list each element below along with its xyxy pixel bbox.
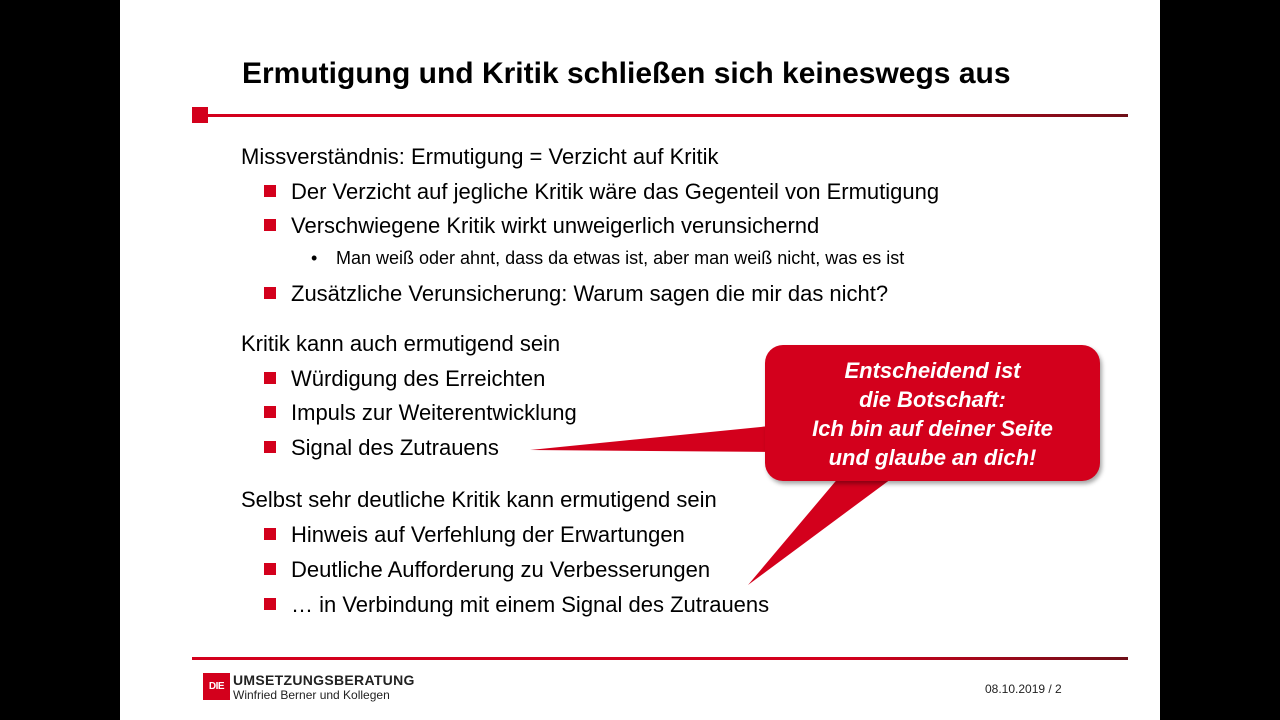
section-heading: Missverständnis: Ermutigung = Verzicht auf Kritik — [241, 144, 719, 169]
bullet-item: Hinweis auf Verfehlung der Erwartungen — [291, 522, 685, 548]
callout-text: Entscheidend ist die Botschaft: Ich bin auf deiner Seite und glaube an dich! — [812, 358, 1053, 470]
logo-subtitle: Winfried Berner und Kollegen — [233, 688, 390, 702]
slide-title: Ermutigung und Kritik schließen sich keineswegs aus — [242, 57, 1011, 90]
bullet-item: Würdigung des Erreichten — [291, 366, 545, 392]
bullet-dot-icon: • — [311, 248, 318, 268]
section-heading: Selbst sehr deutliche Kritik kann ermutigend sein — [241, 487, 717, 512]
bullet-item: Signal des Zutrauens — [291, 435, 499, 461]
footer-divider — [192, 657, 1128, 660]
bullet-item: Zusätzliche Verunsicherung: Warum sagen die mir das nicht? — [291, 281, 888, 307]
callout-pointer-upper — [530, 425, 780, 452]
bullet-item: … in Verbindung mit einem Signal des Zutrauens — [291, 592, 769, 618]
bullet-item: Deutliche Aufforderung zu Verbesserungen — [291, 557, 710, 583]
bullet-item: Verschwiegene Kritik wirkt unweigerlich verunsichernd — [291, 213, 819, 239]
section-heading: Kritik kann auch ermutigend sein — [241, 331, 561, 356]
logo-badge: DIE — [203, 673, 230, 700]
date-page-number: 08.10.2019 / 2 — [985, 682, 1062, 696]
callout-pointer-lower — [748, 476, 895, 585]
bullet-item: Der Verzicht auf jegliche Kritik wäre das Gegenteil von Ermutigung — [291, 179, 939, 205]
logo-name: UMSETZUNGSBERATUNG — [233, 672, 415, 688]
slide — [120, 0, 1160, 720]
bullet-item: Impuls zur Weiterentwicklung — [291, 400, 577, 426]
sub-bullet-item: • Man weiß oder ahnt, dass da etwas ist, aber man weiß nicht, was es ist — [311, 248, 905, 268]
